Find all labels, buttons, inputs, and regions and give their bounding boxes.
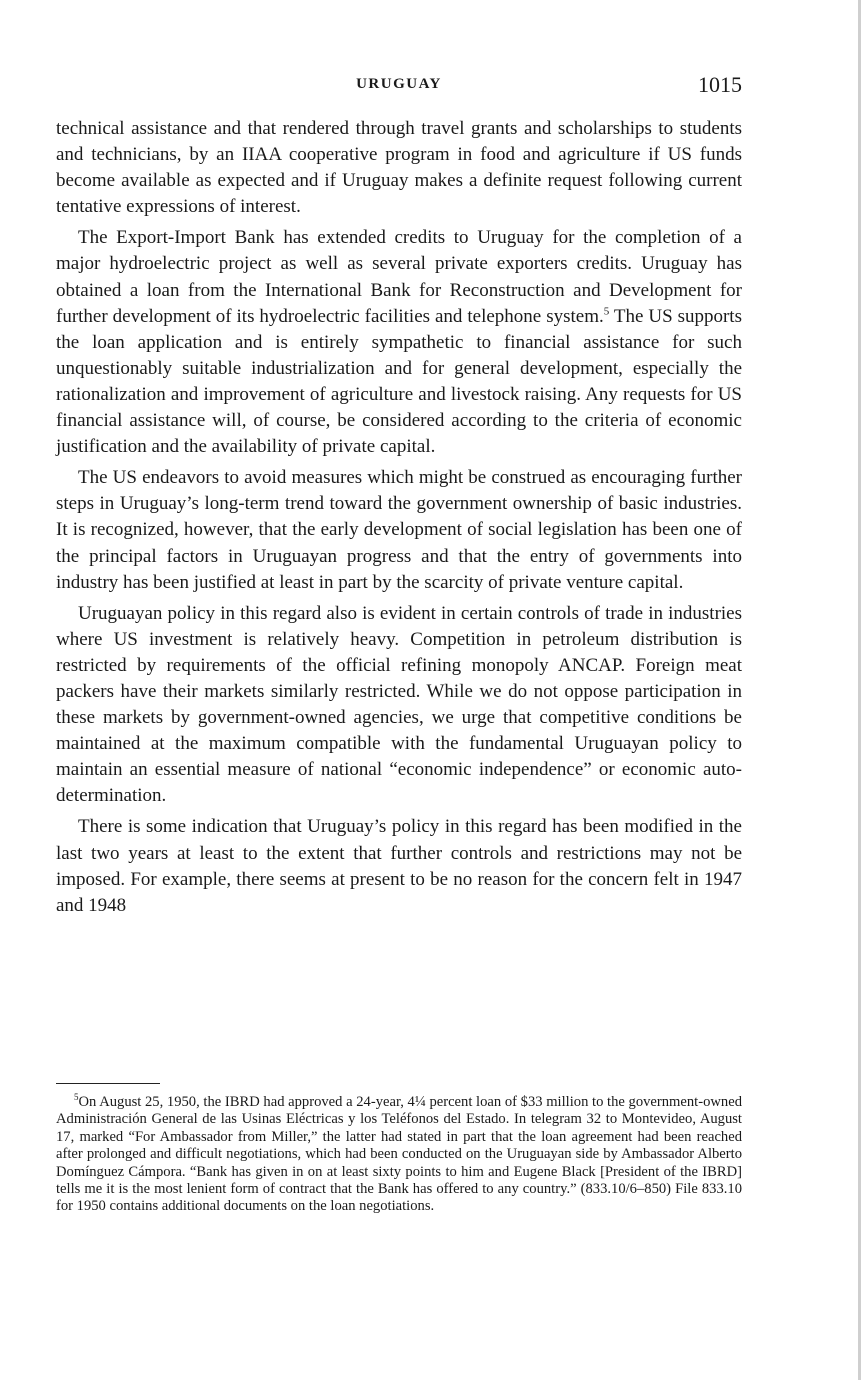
running-head: [56, 72, 742, 102]
footnote-reference: 5: [603, 305, 610, 318]
paragraph: technical assistance and that rendered through travel grants and scholarships to students and technicians, by an IIAA cooperative program in food and agriculture if US funds become available as expected and if Uruguay makes a definite request following current tentative expressions of interest.: [56, 118, 742, 218]
paragraph: The US endeavors to avoid measures which might be construed as encouraging further steps in Uruguay’s long-term trend toward the government ownership of basic industries. It is recognized, however, that the early development of social legislation has been one of the principal factors in Uruguayan progress and that the entry of governments into industry has been justified at least in part by the scarcity of private venture capital.: [56, 467, 742, 593]
page-number: 1015: [698, 72, 742, 97]
body-text: [56, 116, 742, 919]
running-title: URUGUAY: [356, 76, 442, 92]
paragraph: There is some indication that Uruguay’s policy in this regard has been modified in the last two years at least to the extent that further controls and restrictions may not be imposed. For example, there seems at present to be no reason for the concern felt in 1947 and 1948: [56, 816, 742, 916]
footnote: [56, 1094, 742, 1216]
paragraph: Uruguayan policy in this regard also is evident in certain controls of trade in industries where US investment is relatively heavy. Competition in petroleum distribution is restricted by requirements of the official refining monopoly ANCAP. Foreign meat packers have their markets similarly restricted. While we do not oppose participation in these markets by government-owned agencies, we urge that competitive conditions be maintained at the maximum compatible with the fundamental Uruguayan policy to maintain an essential measure of national “economic independence” or economic auto-determination.: [56, 602, 742, 807]
footnote-rule: [56, 1083, 160, 1084]
footnote-marker: 5: [74, 1092, 79, 1103]
footnote-text: On August 25, 1950, the IBRD had approved a 24-year, 4¼ percent loan of $33 million to the government-owned Administración General de las Usinas Eléctricas y los Teléfonos del Estado. In telegram 32 to Montevideo, August 17, marked “For Ambassador from Miller,” the latter had stated in part that the loan agreement had been reached after prolonged and difficult negotiations, which had been conducted on the Uruguayan side by Ambassador Alberto Domínguez Cámpora. “Bank has given in on at least sixty points to him and Eugene Black [President of the IBRD] tells me it is the most lenient form of contract that the Bank has offered to any country.” (833.10/6–850) File 833.10 for 1950 contains additional documents on the loan negotiations.: [56, 1094, 742, 1215]
paragraph-text: The Export-Import Bank has extended credits to Uruguay for the completion of a major hydroelectric project as well as several private exporters credits. Uruguay has obtained a loan from the International Bank for Reconstruction and Development for further development of its hydroelectric facilities and telephone system.: [56, 227, 742, 327]
paragraph-text: The US supports the loan application and is entirely sympathetic to financial assistance for such unquestionably suitable industrialization and for general development, especially the rationalization and improvement of agriculture and livestock raising. Any requests for US financial assistance will, of course, be considered according to the criteria of economic justification and the availability of private capital.: [56, 305, 742, 458]
paragraph: [56, 225, 742, 460]
